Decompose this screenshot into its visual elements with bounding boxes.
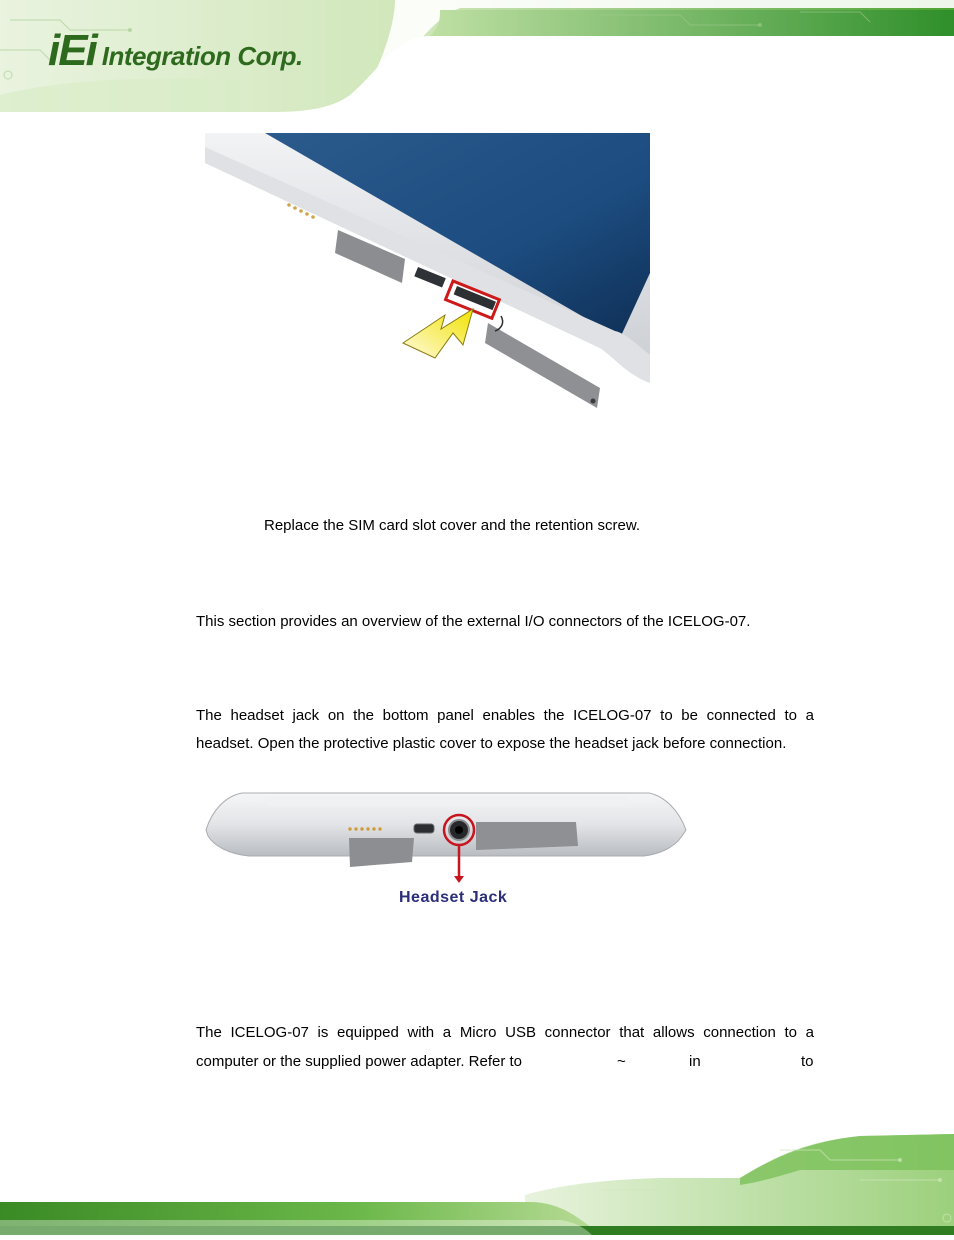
headset-paragraph-line2: headset. Open the protective plastic cover to expose the headset jack before connection. <box>196 735 787 752</box>
usb-line2-to: to <box>801 1053 814 1070</box>
usb-paragraph-line1: The ICELOG-07 is equipped with a Micro USB connector that allows connection to a <box>196 1024 814 1041</box>
step-instruction: Replace the SIM card slot cover and the retention screw. <box>264 517 641 534</box>
section-intro-paragraph: This section provides an overview of the external I/O connectors of the ICELOG-07. <box>196 613 751 630</box>
headset-jack-photo <box>204 788 690 883</box>
headset-jack-callout-label: Headset Jack <box>399 889 508 906</box>
sim-card-slot-figure <box>205 133 650 415</box>
sim-card-slot-photo <box>205 133 650 415</box>
headset-paragraph-line1: The headset jack on the bottom panel enables the ICELOG-07 to be connected to a <box>196 707 814 724</box>
page-footer <box>0 1130 954 1235</box>
usb-line2-text: computer or the supplied power adapter. Refer to <box>196 1053 523 1070</box>
usb-paragraph-line2 <box>196 1053 816 1073</box>
company-logo: iEi Integration Corp. <box>48 26 303 75</box>
usb-line2-tilde: ~ <box>617 1053 626 1070</box>
page-header <box>0 0 954 115</box>
usb-line2-in: in <box>689 1053 701 1070</box>
footer-banner <box>0 1130 954 1235</box>
headset-jack-figure <box>204 788 690 883</box>
